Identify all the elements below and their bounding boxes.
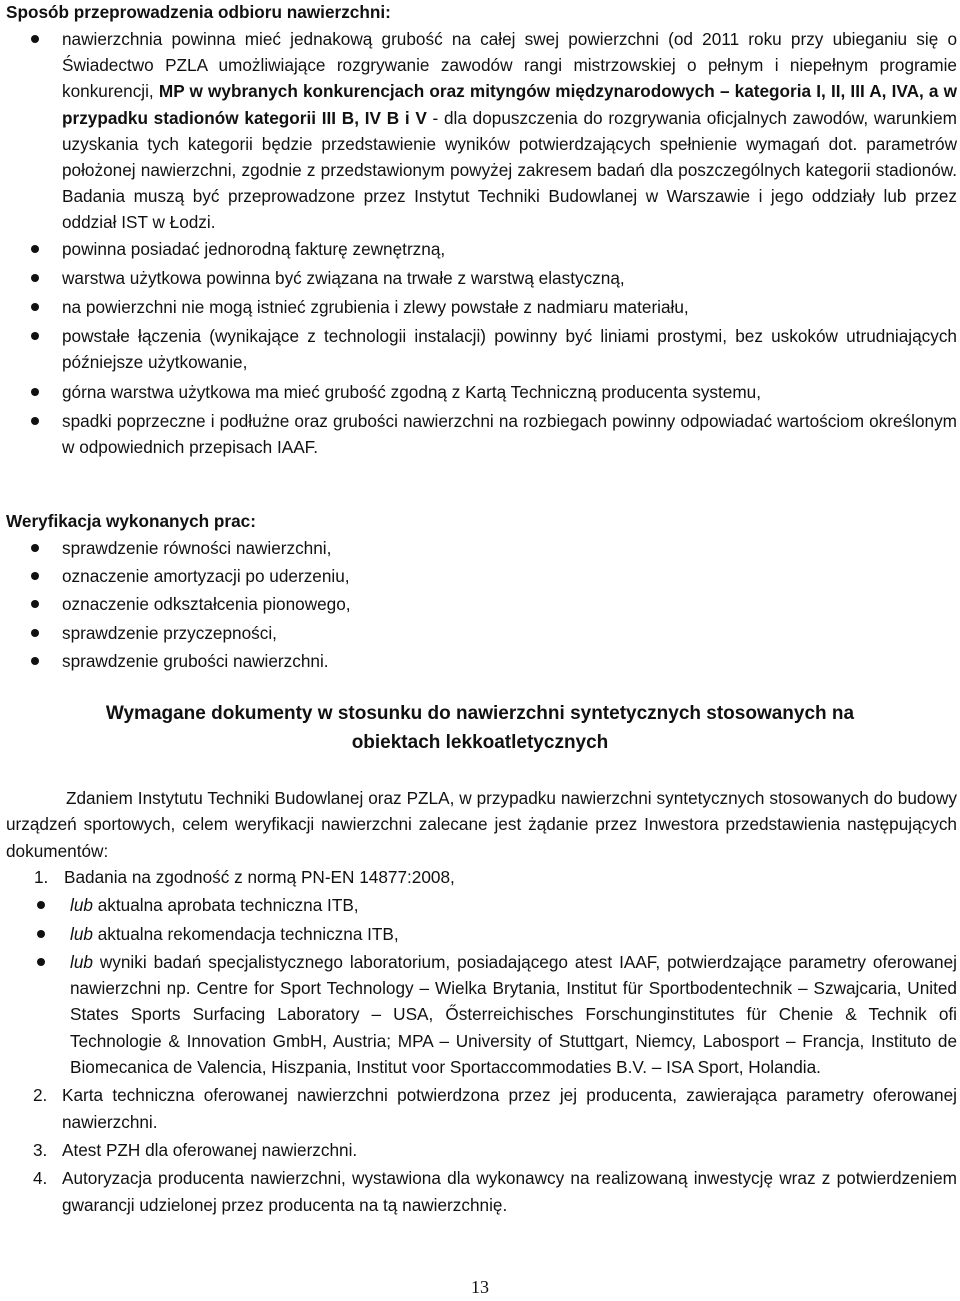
weryfikacja-list	[0, 535, 957, 674]
documents-title	[0, 699, 960, 757]
section-heading-weryfikacja: Weryfikacja wykonanych prac:	[6, 511, 256, 531]
list-item: sprawdzenie przyczepności,	[0, 620, 957, 646]
item-number: 3.	[33, 1139, 48, 1160]
list-item: powinna posiadać jednorodną fakturę zewnętrzną,	[0, 236, 957, 262]
item-number: 2.	[33, 1085, 48, 1106]
sub-item: lub wyniki badań specjalistycznego laboratorium, posiadającego atest IAAF, potwierdzające parametry oferowanej nawierzchni np. Centre for Sport Technology – Wielka Brytania, Institut für Sportbodentechnik – Szwajcaria, United States Sports Surfacing Laboratory – USA, Ősterreichisches Forschunginstitutes für Chenie & Technik ofi Technologie & Innovation GmbH, Austria; MPA – University of Stuttgart, Niemcy, Labosport – Francja, Instituto de Biomecanica de Valencia, Hiszpania, Institut voor Sportaccommodaties B.V. – ISA Sport, Holandia.	[0, 949, 957, 1080]
document-item: 4. Autoryzacja producenta nawierzchni, wystawiona dla wykonawcy na realizowaną inwestycję wraz z potwierdzeniem gwarancji udzielonej przez producenta na tą nawierzchnię.	[0, 1165, 957, 1218]
list-item: spadki poprzeczne i podłużne oraz grubości nawierzchni na rozbiegach powinny odpowiadać wartościom określonym w odpowiednich przepisach IAAF.	[0, 408, 957, 460]
page-number: 13	[471, 1277, 489, 1297]
title-line: obiektach lekkoatletycznych	[351, 732, 609, 753]
document-sub-list	[0, 892, 957, 1080]
list-item: warstwa użytkowa powinna być związana na trwałe z warstwą elastyczną,	[0, 265, 957, 291]
title-line: Wymagane dokumenty w stosunku do nawierzchni syntetycznych stosowanych na	[105, 703, 855, 724]
sub-item: lub aktualna rekomendacja techniczna ITB,	[0, 921, 957, 947]
list-item: sprawdzenie grubości nawierzchni.	[0, 648, 957, 674]
item-number: 4.	[33, 1168, 48, 1189]
list-item: górna warstwa użytkowa ma mieć grubość zgodną z Kartą Techniczną producenta systemu,	[0, 379, 957, 405]
item-number: 1.	[34, 867, 49, 887]
sub-item: lub aktualna aprobata techniczna ITB,	[0, 892, 957, 918]
intro-paragraph: Zdaniem Instytutu Techniki Budowlanej oraz PZLA, w przypadku nawierzchni syntetycznych stosowanych do budowy urządzeń sportowych, celem weryfikacji nawierzchni zalecane jest żądanie przez Inwestora przedstawienia następujących dokumentów:	[6, 788, 957, 861]
document-item: 2. Karta techniczna oferowanej nawierzchni potwierdzona przez jej producenta, zawierająca parametry oferowanej nawierzchni.	[0, 1082, 957, 1135]
section-heading-odbior: Sposób przeprowadzenia odbioru nawierzchni:	[6, 2, 391, 22]
documents-list	[0, 864, 957, 1218]
document-item: 3. Atest PZH dla oferowanej nawierzchni.	[0, 1137, 957, 1163]
list-item: na powierzchni nie mogą istnieć zgrubienia i zlewy powstałe z nadmiaru materiału,	[0, 294, 957, 320]
list-item: oznaczenie odkształcenia pionowego,	[0, 591, 957, 617]
document-item: 1. Badania na zgodność z normą PN-EN 14877:2008, lub aktualna aprobata techniczna ITB, lub aktualna rekomendacja techniczna ITB, lub wyniki badań specjalistycznego laboratorium, posiadającego atest IAAF, potwierdzające parametry oferowanej nawierzchni np. Centre for Sport Technology – Wielka Brytania, Institut für Sportbodentechnik – Szwajcaria, United States Sports Surfacing Laboratory – USA, Ősterreichisches Forschunginstitutes für Chenie & Technik ofi Technologie & Innovation GmbH, Austria; MPA – University of Stuttgart, Niemcy, Labosport – Francja, Instituto de Biomecanica de Valencia, Hiszpania, Institut voor Sportaccommodaties B.V. – ISA Sport, Holandia.	[0, 864, 957, 1080]
list-item: powstałe łączenia (wynikające z technologii instalacji) powinny być liniami prostymi, bez uskoków utrudniających późniejsze użytkowanie,	[0, 323, 957, 375]
list-item: nawierzchnia powinna mieć jednakową grubość na całej swej powierzchni (od 2011 roku przy ubieganiu się o Świadectwo PZLA umożliwiające rozgrywanie zawodów rangi mistrzowskiej o pełnym i niepełnym programie konkurencji, MP w wybranych konkurencjach oraz mityngów międzynarodowych – kategoria I, II, III A, IVA, a w przypadku stadionów kategorii III B, IV B i V - dla dopuszczenia do rozgrywania oficjalnych zawodów, warunkiem uzyskania tych kategorii będzie przedstawienie wyników potwierdzających spełnienie wymagań dot. parametrów położonej nawierzchni, zgodnie z przedstawionym powyżej zakresem badań dla poszczególnych kategorii stadionów. Badania muszą być przeprowadzone przez Instytut Techniki Budowlanej w Warszawie i jego oddziały lub przez oddział IST w Łodzi.	[0, 26, 957, 236]
odbior-list	[0, 26, 957, 460]
list-item: sprawdzenie równości nawierzchni,	[0, 535, 957, 561]
bold-phrase: MP w wybranych konkurencjach oraz mityngów międzynarodowych – kategoria I, II, III A, IVA, a w przypadku stadionów kategorii III B, IV B i V	[62, 81, 957, 128]
list-item: oznaczenie amortyzacji po uderzeniu,	[0, 563, 957, 589]
